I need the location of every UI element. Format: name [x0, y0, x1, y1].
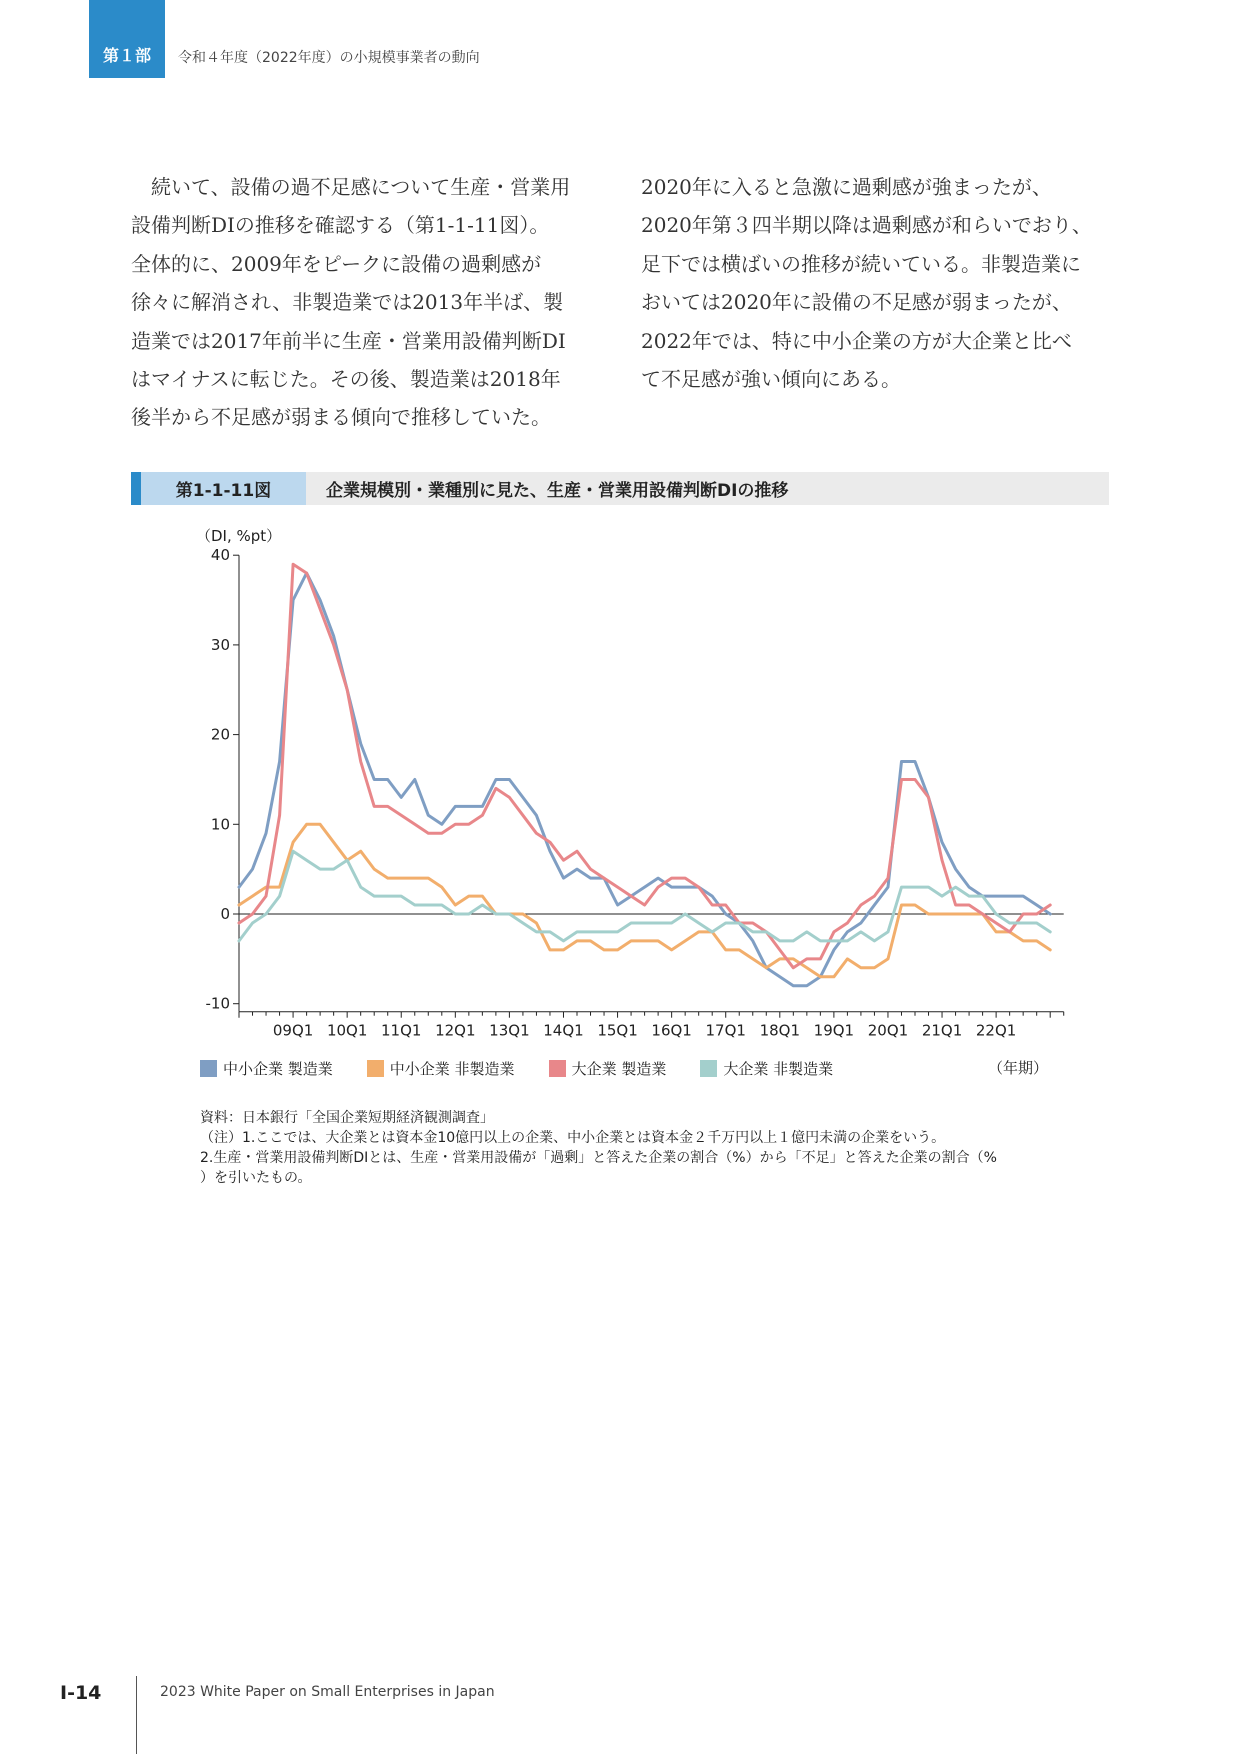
x-tick-label: 22Q1 — [975, 1021, 1017, 1040]
body-line: 2020年に入ると急激に過剰感が強まったが、 — [641, 175, 1052, 199]
x-axis-period-label: （年期） — [988, 1059, 1049, 1077]
x-tick-label: 20Q1 — [867, 1021, 909, 1040]
y-axis-label: （DI, %pt） — [196, 527, 282, 545]
body-line: はマイナスに転じた。その後、製造業は2018年 — [131, 366, 561, 391]
note-1: （注）1.ここでは、大企業とは資本金10億円以上の企業、中小企業とは資本金２千万円以上１億円未満の企業をいう。 — [200, 1130, 946, 1146]
y-tick-label: 30 — [210, 635, 230, 654]
y-tick-label: 10 — [210, 815, 230, 834]
chart-axes — [206, 546, 1064, 1039]
footer-divider — [136, 1676, 137, 1754]
body-line: て不足感が強い傾向にある。 — [641, 366, 901, 391]
page-number: I-14 — [60, 1682, 102, 1704]
chart-series-lines — [239, 564, 1050, 986]
x-tick-label: 17Q1 — [705, 1021, 746, 1040]
x-tick-label: 13Q1 — [489, 1021, 530, 1040]
x-tick-label: 15Q1 — [597, 1021, 638, 1040]
legend-item — [200, 1058, 333, 1079]
body-line: 後半から不足感が弱まる傾向で推移していた。 — [131, 405, 551, 430]
body-line: 全体的に、2009年をピークに設備の過剰感が — [131, 251, 542, 276]
note-2-continued: ）を引いたもの。 — [200, 1170, 312, 1186]
y-tick-label: -10 — [205, 994, 230, 1013]
source-note: 資料：日本銀行「全国企業短期経済観測調査」 — [200, 1110, 494, 1126]
legend-label: 中小企業 非製造業 — [389, 1060, 515, 1078]
legend-swatch — [549, 1060, 566, 1077]
body-line: 2022年では、特に中小企業の方が大企業と比べ — [641, 328, 1072, 353]
part-label: 第１部 — [102, 46, 151, 65]
legend-label: 大企業 非製造業 — [723, 1060, 834, 1078]
legend-item — [367, 1058, 515, 1079]
series-line — [239, 824, 1050, 977]
legend-swatch — [700, 1060, 717, 1077]
note-2: 2.生産・営業用設備判断DIとは、生産・営業用設備が「過剰」と答えた企業の割合（%）から「不足」と答えた企業の割合（% — [200, 1150, 997, 1166]
footer-title: 2023 White Paper on Small Enterprises in Japan — [160, 1684, 495, 1700]
x-tick-label: 10Q1 — [326, 1021, 368, 1040]
body-line: 設備判断DIの推移を確認する（第1-1-11図）。 — [131, 213, 550, 238]
x-tick-label: 11Q1 — [381, 1021, 422, 1040]
x-tick-label: 14Q1 — [543, 1021, 584, 1040]
y-tick-label: 0 — [220, 905, 230, 923]
figure-number: 第1-1-11図 — [141, 472, 306, 505]
x-tick-label: 16Q1 — [651, 1021, 692, 1040]
legend-label: 大企業 製造業 — [571, 1060, 667, 1078]
x-tick-label: 12Q1 — [435, 1021, 476, 1040]
x-tick-label: 09Q1 — [272, 1021, 314, 1040]
figure-title: 企業規模別・業種別に見た、生産・営業用設備判断DIの推移 — [326, 481, 789, 501]
x-tick-label: 18Q1 — [759, 1021, 801, 1040]
body-line: 2020年第３四半期以降は過剰感が和らいでおり、 — [641, 213, 1092, 238]
x-tick-label: 19Q1 — [813, 1021, 855, 1040]
series-line — [239, 851, 1050, 941]
y-tick-label: 20 — [210, 725, 230, 744]
chart-legend — [200, 1058, 867, 1079]
legend-label: 中小企業 製造業 — [223, 1060, 333, 1078]
y-tick-label: 40 — [210, 546, 230, 565]
legend-swatch — [200, 1060, 217, 1077]
legend-item — [549, 1058, 667, 1079]
legend-swatch — [367, 1060, 384, 1077]
running-header-title: 令和４年度（2022年度）の小規模事業者の動向 — [178, 50, 480, 66]
figure-notes — [200, 1108, 1040, 1188]
body-line: おいては2020年に設備の不足感が弱まったが、 — [641, 290, 1072, 315]
body-line: 造業では2017年前半に生産・営業用設備判断DI — [131, 328, 566, 353]
body-line: 続いて、設備の過不足感について生産・営業用 — [131, 175, 571, 199]
x-tick-label: 21Q1 — [921, 1021, 963, 1040]
series-line — [239, 564, 1050, 968]
body-line: 足下では横ばいの推移が続いている。非製造業に — [641, 251, 1081, 276]
body-line: 徐々に解消され、非製造業では2013年半ば、製 — [131, 290, 564, 315]
legend-item — [700, 1058, 833, 1079]
